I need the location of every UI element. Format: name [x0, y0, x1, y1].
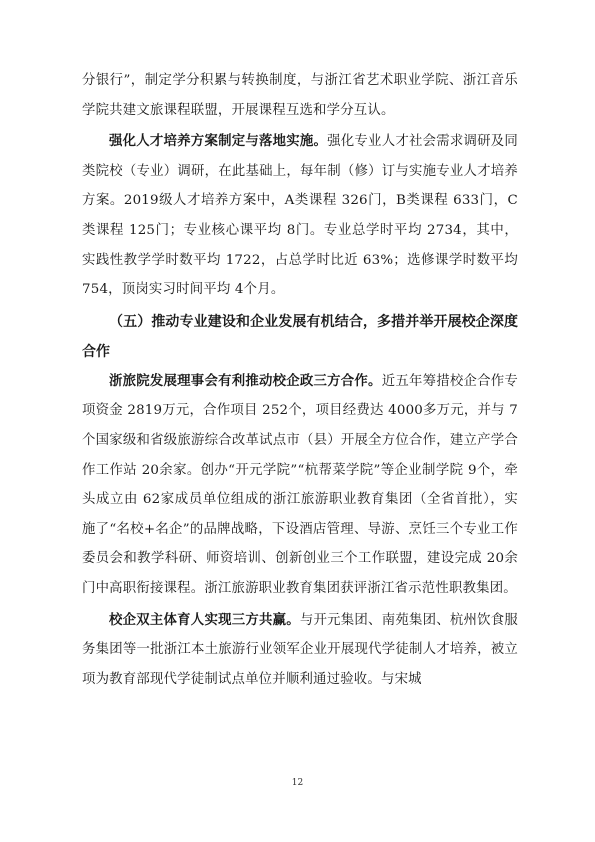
paragraph-text: 近五年筹措校企合作专项资金 2819万元，合作项目 252个，项目经费达 4000多万元，并与 7个国家级和省级旅游综合改革试点市（县）开展全方位合作，建立产学合作工作站 20余家。创办“开元学院”“杭帮菜学院”等企业制学院 9个，牵头成立由 62家成员单位组成的浙江旅游职业教育集团（全省首批），实施了“名校+名企”的品牌战略，下设酒店管理、导游、烹饪三个专业工作委员会和教学科研、师资培训、创新创业三个工作联盟，建设完成 20余门中高职衔接课程。浙江旅游职业教育集团获评浙江省示范性职教集团。	[82, 373, 519, 596]
paragraph-text: 分银行”，制定学分积累与转换制度，与浙江省艺术职业学院、浙江音乐学院共建文旅课程联盟，开展课程互选和学分互认。	[82, 73, 518, 118]
paragraph-lead: 强化人才培养方案制定与落地实施。	[109, 133, 328, 150]
paragraph-lead: 校企双主体育人实现三方共赢。	[109, 611, 300, 628]
paragraph-lead: 浙旅院发展理事会有利推动校企政三方合作。	[109, 372, 382, 389]
document-body	[82, 66, 518, 694]
paragraph-text: 强化专业人才社会需求调研及同类院校（专业）调研，在此基础上，每年制（修）订与实施专业人才培养方案。2019级人才培养方案中，A类课程 326门，B类课程 633门，C类课程 125门；专业核心课平均 8门。专业总学时平均 2734，其中，实践性教学学时数平均 1722，占总学时比近 63%；选修课学时数平均 754，顶岗实习时间平均 4个月。	[82, 134, 518, 298]
paragraph-continuation	[82, 66, 518, 125]
page-number: 12	[291, 778, 304, 788]
paragraph-talent-training-plan	[82, 127, 518, 305]
paragraph-text: 与开元集团、南苑集团、杭州饮食服务集团等一批浙江本土旅游行业领军企业开展现代学徒制人才培养，被立项为教育部现代学徒制试点单位并顺利通过验收。与宋城	[82, 612, 518, 687]
section-heading: （五）推动专业建设和企业发展有机结合，多措并举开展校企深度合作	[82, 313, 518, 360]
paragraph-dual-subject-education	[82, 606, 518, 695]
paragraph-development-council	[82, 367, 518, 604]
